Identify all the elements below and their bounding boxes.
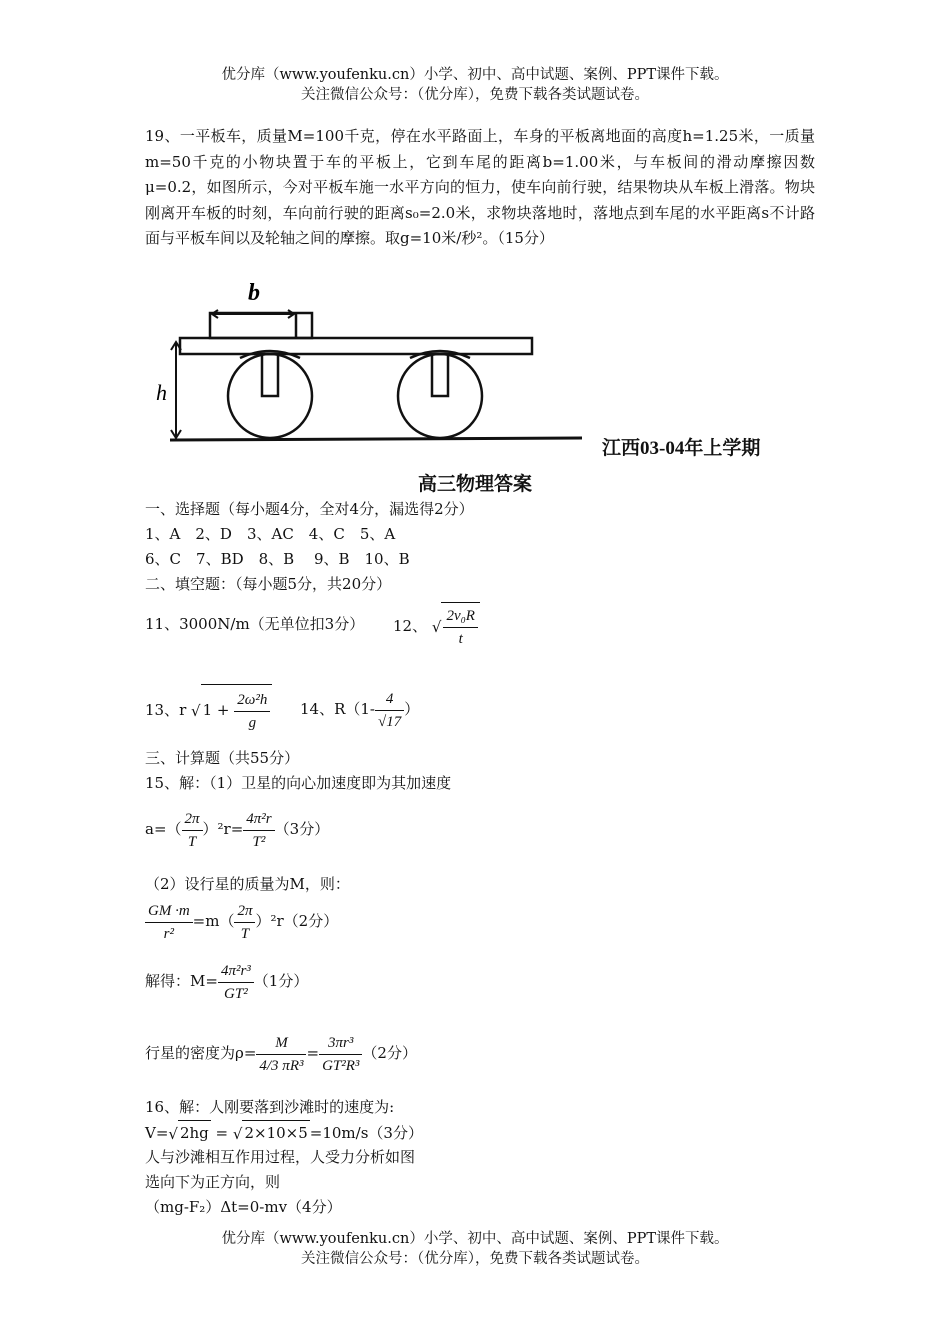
q16-line-2 bbox=[145, 1120, 423, 1147]
q16-radicand-1: 2hg bbox=[178, 1120, 211, 1146]
q15-rho-den: 4/3 πR³ bbox=[259, 1057, 304, 1074]
q15-rho-num: M bbox=[256, 1032, 306, 1055]
title-line-1: 江西03-04年上学期 bbox=[602, 438, 761, 459]
label-b: b bbox=[248, 280, 260, 306]
q15-solve-prefix: 解得：M= bbox=[145, 972, 218, 990]
q15-eq-num2: 2π bbox=[234, 900, 255, 923]
section-2-heading: 二、填空题：（每小题5分，共20分） bbox=[145, 575, 392, 593]
q15-a-num: 2π bbox=[182, 808, 203, 831]
section-3-heading: 三、计算题（共55分） bbox=[145, 749, 300, 767]
answer-14 bbox=[300, 684, 419, 734]
answer-12 bbox=[393, 602, 480, 650]
q16-line-5: （mg-F₂）Δt=0-mv（4分） bbox=[145, 1198, 342, 1216]
answer-11: 11、3000N/m（无单位扣3分） bbox=[145, 615, 365, 633]
sqrt-icon: √ bbox=[168, 1124, 178, 1143]
q15-rho-num2: 3πr³ bbox=[319, 1032, 362, 1055]
q15-rho-den2: GT²R³ bbox=[322, 1057, 360, 1074]
q15-solve-den: GT² bbox=[224, 985, 248, 1002]
sqrt-icon: √ bbox=[431, 618, 442, 636]
footer-line-1: 优分库（www.youfenku.cn）小学、初中、高中试题、案例、PPT课件下载。 bbox=[221, 1231, 729, 1247]
title-line-2: 高三物理答案 bbox=[417, 474, 532, 495]
q16-radicand-2: 2×10×5 bbox=[242, 1120, 309, 1146]
header-line-2: 关注微信公众号：（优分库），免费下载各类试题试卷。 bbox=[301, 87, 649, 103]
q15-gravity-equation bbox=[145, 898, 338, 945]
answer-13-inner: 1 + bbox=[202, 701, 230, 719]
q15-rho-eq: = bbox=[306, 1044, 320, 1062]
answer-14-denominator: √17 bbox=[378, 713, 402, 730]
ground-line bbox=[170, 438, 582, 440]
answer-14-close: ） bbox=[404, 700, 420, 718]
q15-density bbox=[145, 1028, 417, 1078]
q15-part-2: （2）设行星的质量为M，则： bbox=[145, 875, 350, 893]
answer-13-denominator: g bbox=[248, 714, 257, 731]
q15-eq-score: ）²r（2分） bbox=[255, 912, 339, 930]
label-h: h bbox=[156, 380, 167, 405]
q15-eq-den2: T bbox=[240, 925, 250, 942]
q15-a-mid: ）²r= bbox=[202, 820, 244, 838]
q15-intro: 15、解：（1）卫星的向心加速度即为其加速度 bbox=[145, 774, 452, 792]
section-1-heading: 一、选择题（每小题4分，全对4分，漏选得2分） bbox=[145, 500, 474, 518]
answer-14-label: 14、R（1- bbox=[300, 700, 375, 718]
choice-answers-row-1: 1、A 2、D 3、AC 4、C 5、A bbox=[145, 525, 396, 543]
sqrt-icon: √ bbox=[232, 1124, 243, 1143]
q16-eq: = bbox=[210, 1124, 233, 1142]
answer-12-denominator: t bbox=[458, 630, 463, 647]
q15-a-num2: 4π²r bbox=[243, 808, 274, 831]
question-19-text: 19、一平板车，质量M=100千克，停在水平路面上，车身的平板离地面的高度h=1.25米，一质量m=50千克的小物块置于车的平板上，它到车尾的距离b=1.00米，与车板间的滑动摩擦因数μ=0.2，如图所示，今对平板车施一水平方向的恒力，使车向前行驶，结果物块从车板上滑落。物块刚离开车板的时刻，车向前行驶的距离s₀=2.0米，求物块落地时，落地点到车尾的水平距离s不计路面与平板车间以及轮轴之间的摩擦。取g=10米/秒²。（15分） bbox=[145, 127, 815, 247]
footer-line-2: 关注微信公众号：（优分库），免费下载各类试题试卷。 bbox=[301, 1251, 649, 1267]
answer-13-numerator: 2ω²h bbox=[234, 689, 270, 712]
answer-13 bbox=[145, 684, 272, 736]
q15-mass-solution bbox=[145, 958, 308, 1005]
header-line-1: 优分库（www.youfenku.cn）小学、初中、高中试题、案例、PPT课件下载。 bbox=[221, 67, 729, 83]
q16-line-3: 人与沙滩相互作用过程，人受力分析如图 bbox=[145, 1148, 416, 1166]
q15-eq-den: r² bbox=[163, 925, 174, 942]
cart-board bbox=[180, 338, 532, 354]
q15-rho-prefix: 行星的密度为ρ= bbox=[145, 1044, 257, 1062]
choice-answers-row-2: 6、C 7、BD 8、B 9、B 10、B bbox=[145, 550, 410, 568]
flatbed-cart-figure bbox=[150, 278, 590, 448]
q15-solve-num: 4π²r³ bbox=[218, 960, 254, 983]
q15-a-den2: T² bbox=[252, 833, 266, 850]
q15-acceleration bbox=[145, 806, 329, 853]
q16-v-prefix: V= bbox=[145, 1124, 169, 1142]
answer-13-label: 13、r bbox=[145, 701, 187, 719]
answer-12-numerator: 2v₀R bbox=[443, 605, 478, 628]
q15-eq-num: GM ·m bbox=[145, 900, 193, 923]
q15-a-prefix: a=（ bbox=[145, 820, 182, 838]
q15-a-den: T bbox=[187, 833, 197, 850]
q16-v-result: =10m/s（3分） bbox=[309, 1124, 423, 1142]
q16-line-4: 选向下为正方向，则 bbox=[145, 1173, 281, 1191]
q16-line-1: 16、解：人刚要落到沙滩时的速度为: bbox=[145, 1098, 395, 1116]
sqrt-icon: √ bbox=[191, 702, 201, 720]
q15-rho-score: （2分） bbox=[362, 1044, 417, 1062]
q15-solve-score: （1分） bbox=[253, 972, 309, 990]
q15-eq-mid: =m（ bbox=[192, 912, 235, 930]
answer-12-label: 12、 bbox=[393, 617, 428, 635]
answer-14-numerator: 4 bbox=[375, 688, 404, 711]
q15-a-score: （3分） bbox=[274, 820, 330, 838]
